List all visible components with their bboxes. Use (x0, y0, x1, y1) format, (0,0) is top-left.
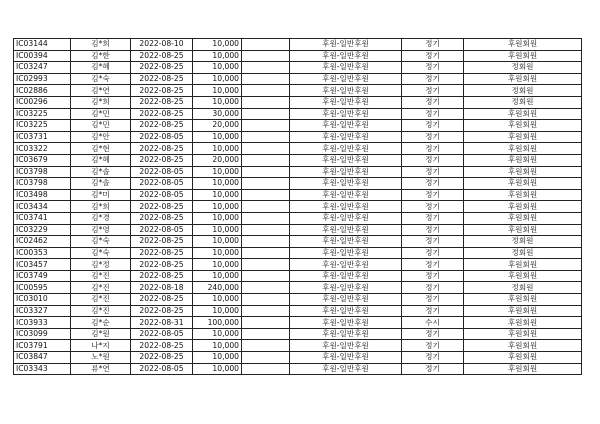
table-row (14, 96, 582, 108)
donor-id-cell: IC03010 (14, 294, 71, 306)
member-type-cell: 후원회원 (464, 189, 582, 201)
member-type-cell: 후원회원 (464, 224, 582, 236)
donation-amount-cell: 240,000 (193, 282, 242, 294)
table-row (14, 73, 582, 85)
table-row (14, 178, 582, 190)
donation-amount-cell: 10,000 (193, 62, 242, 74)
donation-cycle-cell: 정기 (402, 166, 464, 178)
blank-cell (242, 73, 290, 85)
donor-name-cell: 김*정 (71, 259, 131, 271)
donor-id-cell: IC00296 (14, 96, 71, 108)
donation-amount-cell: 10,000 (193, 50, 242, 62)
donation-amount-cell: 10,000 (193, 212, 242, 224)
donation-cycle-cell: 정기 (402, 363, 464, 375)
donation-amount-cell: 10,000 (193, 39, 242, 51)
donation-cycle-cell: 정기 (402, 201, 464, 213)
member-type-cell: 후원회원 (464, 363, 582, 375)
donation-amount-cell: 10,000 (193, 96, 242, 108)
member-type-cell: 후원회원 (464, 143, 582, 155)
donation-date-cell: 2022-08-25 (131, 120, 193, 132)
donor-id-cell: IC02886 (14, 85, 71, 97)
table-row (14, 143, 582, 155)
donation-type-cell: 후원-일반후원 (290, 201, 402, 213)
donation-cycle-cell: 정기 (402, 305, 464, 317)
donation-date-cell: 2022-08-25 (131, 236, 193, 248)
table-row (14, 328, 582, 340)
donation-type-cell: 후원-일반후원 (290, 120, 402, 132)
donor-id-cell: IC03327 (14, 305, 71, 317)
donor-id-cell: IC03225 (14, 108, 71, 120)
table-row (14, 340, 582, 352)
donor-id-cell: IC03798 (14, 178, 71, 190)
donation-date-cell: 2022-08-25 (131, 96, 193, 108)
donation-cycle-cell: 정기 (402, 247, 464, 259)
donor-id-cell: IC03749 (14, 270, 71, 282)
donation-amount-cell: 10,000 (193, 270, 242, 282)
donor-name-cell: 김*민 (71, 108, 131, 120)
donation-type-cell: 후원-일반후원 (290, 328, 402, 340)
member-type-cell: 후원회원 (464, 317, 582, 329)
donation-date-cell: 2022-08-25 (131, 108, 193, 120)
blank-cell (242, 317, 290, 329)
blank-cell (242, 39, 290, 51)
member-type-cell: 후원회원 (464, 166, 582, 178)
donation-type-cell: 후원-일반후원 (290, 166, 402, 178)
donation-type-cell: 후원-일반후원 (290, 236, 402, 248)
member-type-cell: 후원회원 (464, 294, 582, 306)
donation-type-cell: 후원-일반후원 (290, 39, 402, 51)
donation-date-cell: 2022-08-25 (131, 201, 193, 213)
blank-cell (242, 96, 290, 108)
donor-name-cell: 김*솔 (71, 166, 131, 178)
donation-type-cell: 후원-일반후원 (290, 282, 402, 294)
member-type-cell: 후원회원 (464, 270, 582, 282)
donor-name-cell: 김*영 (71, 224, 131, 236)
member-type-cell: 후원회원 (464, 305, 582, 317)
donation-cycle-cell: 정기 (402, 212, 464, 224)
donor-id-cell: IC03679 (14, 154, 71, 166)
donation-type-cell: 후원-일반후원 (290, 340, 402, 352)
donation-amount-cell: 10,000 (193, 85, 242, 97)
blank-cell (242, 50, 290, 62)
table-row (14, 201, 582, 213)
donation-amount-cell: 20,000 (193, 154, 242, 166)
donation-amount-cell: 10,000 (193, 189, 242, 201)
donation-amount-cell: 10,000 (193, 224, 242, 236)
donor-id-cell: IC03731 (14, 131, 71, 143)
blank-cell (242, 259, 290, 271)
donation-date-cell: 2022-08-25 (131, 143, 193, 155)
blank-cell (242, 305, 290, 317)
donor-id-cell: IC00394 (14, 50, 71, 62)
donation-amount-cell: 10,000 (193, 328, 242, 340)
member-type-cell: 후원회원 (464, 50, 582, 62)
blank-cell (242, 178, 290, 190)
donation-cycle-cell: 정기 (402, 143, 464, 155)
donation-amount-cell: 10,000 (193, 178, 242, 190)
donor-name-cell: 김*희 (71, 39, 131, 51)
donor-id-cell: IC03798 (14, 166, 71, 178)
donor-name-cell: 김*진 (71, 294, 131, 306)
blank-cell (242, 120, 290, 132)
member-type-cell: 후원회원 (464, 131, 582, 143)
blank-cell (242, 340, 290, 352)
donation-cycle-cell: 정기 (402, 328, 464, 340)
donor-name-cell: 김*연 (71, 85, 131, 97)
donor-name-cell: 김*원 (71, 328, 131, 340)
donation-date-cell: 2022-08-05 (131, 178, 193, 190)
donation-date-cell: 2022-08-10 (131, 39, 193, 51)
donor-name-cell: 김*진 (71, 270, 131, 282)
donor-name-cell: 김*혜 (71, 62, 131, 74)
table-row (14, 247, 582, 259)
donation-amount-cell: 100,000 (193, 317, 242, 329)
blank-cell (242, 166, 290, 178)
table-body (14, 39, 582, 375)
member-type-cell: 후원회원 (464, 352, 582, 364)
donor-id-cell: IC03225 (14, 120, 71, 132)
donor-name-cell: 김*희 (71, 96, 131, 108)
donor-name-cell: 류*연 (71, 363, 131, 375)
donor-name-cell: 김*미 (71, 189, 131, 201)
donation-type-cell: 후원-일반후원 (290, 247, 402, 259)
donation-type-cell: 후원-일반후원 (290, 305, 402, 317)
donation-type-cell: 후원-일반후원 (290, 178, 402, 190)
blank-cell (242, 143, 290, 155)
blank-cell (242, 224, 290, 236)
donation-amount-cell: 10,000 (193, 143, 242, 155)
blank-cell (242, 154, 290, 166)
donor-id-cell: IC03791 (14, 340, 71, 352)
donation-type-cell: 후원-일반후원 (290, 73, 402, 85)
donor-name-cell: 김*숙 (71, 236, 131, 248)
table-row (14, 282, 582, 294)
member-type-cell: 후원회원 (464, 178, 582, 190)
member-type-cell: 정회원 (464, 85, 582, 97)
donation-cycle-cell: 정기 (402, 259, 464, 271)
donor-name-cell: 김*숙 (71, 247, 131, 259)
donation-cycle-cell: 정기 (402, 352, 464, 364)
donor-id-cell: IC03741 (14, 212, 71, 224)
donation-table (13, 38, 582, 375)
member-type-cell: 후원회원 (464, 154, 582, 166)
blank-cell (242, 212, 290, 224)
donation-type-cell: 후원-일반후원 (290, 85, 402, 97)
donation-date-cell: 2022-08-25 (131, 352, 193, 364)
donation-amount-cell: 10,000 (193, 131, 242, 143)
donation-date-cell: 2022-08-25 (131, 340, 193, 352)
donation-type-cell: 후원-일반후원 (290, 317, 402, 329)
donation-date-cell: 2022-08-25 (131, 294, 193, 306)
donation-amount-cell: 20,000 (193, 120, 242, 132)
blank-cell (242, 294, 290, 306)
donor-name-cell: 김*숙 (71, 73, 131, 85)
table-row (14, 352, 582, 364)
donation-cycle-cell: 정기 (402, 189, 464, 201)
donation-cycle-cell: 정기 (402, 50, 464, 62)
donation-cycle-cell: 정기 (402, 96, 464, 108)
donation-type-cell: 후원-일반후원 (290, 270, 402, 282)
member-type-cell: 정회원 (464, 96, 582, 108)
table-row (14, 189, 582, 201)
donation-date-cell: 2022-08-25 (131, 212, 193, 224)
blank-cell (242, 85, 290, 97)
donation-type-cell: 후원-일반후원 (290, 154, 402, 166)
donation-amount-cell: 10,000 (193, 73, 242, 85)
donation-date-cell: 2022-08-18 (131, 282, 193, 294)
donation-type-cell: 후원-일반후원 (290, 352, 402, 364)
donation-cycle-cell: 정기 (402, 62, 464, 74)
donation-date-cell: 2022-08-25 (131, 259, 193, 271)
donation-cycle-cell: 정기 (402, 270, 464, 282)
donation-cycle-cell: 정기 (402, 340, 464, 352)
table-row (14, 120, 582, 132)
donation-type-cell: 후원-일반후원 (290, 131, 402, 143)
donation-cycle-cell: 정기 (402, 120, 464, 132)
donor-id-cell: IC03434 (14, 201, 71, 213)
donor-name-cell: 김*진 (71, 282, 131, 294)
donation-type-cell: 후원-일반후원 (290, 62, 402, 74)
donation-cycle-cell: 정기 (402, 224, 464, 236)
blank-cell (242, 62, 290, 74)
donation-date-cell: 2022-08-25 (131, 154, 193, 166)
table-row (14, 224, 582, 236)
donor-name-cell: 김*민 (71, 120, 131, 132)
donation-type-cell: 후원-일반후원 (290, 363, 402, 375)
member-type-cell: 후원회원 (464, 108, 582, 120)
table-row (14, 131, 582, 143)
donor-id-cell: IC03847 (14, 352, 71, 364)
blank-cell (242, 247, 290, 259)
donation-date-cell: 2022-08-05 (131, 363, 193, 375)
donation-type-cell: 후원-일반후원 (290, 224, 402, 236)
blank-cell (242, 352, 290, 364)
donor-id-cell: IC03099 (14, 328, 71, 340)
donation-date-cell: 2022-08-05 (131, 189, 193, 201)
donation-type-cell: 후원-일반후원 (290, 212, 402, 224)
donor-id-cell: IC03933 (14, 317, 71, 329)
donation-date-cell: 2022-08-25 (131, 62, 193, 74)
donation-amount-cell: 10,000 (193, 247, 242, 259)
donor-name-cell: 김*현 (71, 143, 131, 155)
donation-cycle-cell: 정기 (402, 178, 464, 190)
donation-cycle-cell: 정기 (402, 236, 464, 248)
donor-id-cell: IC00353 (14, 247, 71, 259)
donation-type-cell: 후원-일반후원 (290, 189, 402, 201)
donation-type-cell: 후원-일반후원 (290, 294, 402, 306)
member-type-cell: 정회원 (464, 282, 582, 294)
member-type-cell: 후원회원 (464, 328, 582, 340)
table-row (14, 62, 582, 74)
donor-name-cell: 나*지 (71, 340, 131, 352)
donor-id-cell: IC03322 (14, 143, 71, 155)
blank-cell (242, 270, 290, 282)
donation-amount-cell: 10,000 (193, 363, 242, 375)
donation-cycle-cell: 정기 (402, 39, 464, 51)
blank-cell (242, 328, 290, 340)
donation-cycle-cell: 정기 (402, 294, 464, 306)
member-type-cell: 후원회원 (464, 120, 582, 132)
donation-type-cell: 후원-일반후원 (290, 143, 402, 155)
donation-amount-cell: 10,000 (193, 352, 242, 364)
donor-id-cell: IC00595 (14, 282, 71, 294)
donation-cycle-cell: 수시 (402, 317, 464, 329)
table-row (14, 294, 582, 306)
member-type-cell: 후원회원 (464, 212, 582, 224)
donor-id-cell: IC03457 (14, 259, 71, 271)
blank-cell (242, 189, 290, 201)
table-row (14, 154, 582, 166)
donor-id-cell: IC03247 (14, 62, 71, 74)
donation-type-cell: 후원-일반후원 (290, 259, 402, 271)
donation-date-cell: 2022-08-25 (131, 73, 193, 85)
member-type-cell: 후원회원 (464, 39, 582, 51)
donation-amount-cell: 10,000 (193, 294, 242, 306)
donation-cycle-cell: 정기 (402, 154, 464, 166)
donation-date-cell: 2022-08-05 (131, 166, 193, 178)
table-row (14, 305, 582, 317)
table-row (14, 212, 582, 224)
donor-name-cell: 김*순 (71, 317, 131, 329)
donor-name-cell: 김*희 (71, 201, 131, 213)
donation-amount-cell: 10,000 (193, 340, 242, 352)
donation-amount-cell: 10,000 (193, 305, 242, 317)
donor-id-cell: IC02993 (14, 73, 71, 85)
member-type-cell: 후원회원 (464, 201, 582, 213)
donation-date-cell: 2022-08-05 (131, 131, 193, 143)
donation-date-cell: 2022-08-25 (131, 247, 193, 259)
donation-date-cell: 2022-08-25 (131, 50, 193, 62)
blank-cell (242, 131, 290, 143)
blank-cell (242, 236, 290, 248)
donation-amount-cell: 10,000 (193, 166, 242, 178)
donor-name-cell: 김*진 (71, 305, 131, 317)
donation-cycle-cell: 정기 (402, 85, 464, 97)
blank-cell (242, 201, 290, 213)
table-row (14, 50, 582, 62)
table-row (14, 270, 582, 282)
member-type-cell: 정회원 (464, 247, 582, 259)
donation-date-cell: 2022-08-31 (131, 317, 193, 329)
donor-name-cell: 노*원 (71, 352, 131, 364)
donor-id-cell: IC03144 (14, 39, 71, 51)
donor-id-cell: IC02462 (14, 236, 71, 248)
donation-amount-cell: 10,000 (193, 236, 242, 248)
donor-id-cell: IC03498 (14, 189, 71, 201)
table-row (14, 236, 582, 248)
donor-id-cell: IC03343 (14, 363, 71, 375)
donation-date-cell: 2022-08-05 (131, 328, 193, 340)
donation-amount-cell: 30,000 (193, 108, 242, 120)
donation-cycle-cell: 정기 (402, 73, 464, 85)
blank-cell (242, 282, 290, 294)
table-row (14, 363, 582, 375)
table-row (14, 166, 582, 178)
table-row (14, 85, 582, 97)
table-row (14, 108, 582, 120)
donation-cycle-cell: 정기 (402, 108, 464, 120)
blank-cell (242, 108, 290, 120)
member-type-cell: 후원회원 (464, 340, 582, 352)
donor-name-cell: 김*솔 (71, 178, 131, 190)
donation-amount-cell: 10,000 (193, 201, 242, 213)
donation-date-cell: 2022-08-25 (131, 85, 193, 97)
donation-type-cell: 후원-일반후원 (290, 108, 402, 120)
donation-date-cell: 2022-08-25 (131, 305, 193, 317)
member-type-cell: 후원회원 (464, 73, 582, 85)
donation-cycle-cell: 정기 (402, 131, 464, 143)
blank-cell (242, 363, 290, 375)
member-type-cell: 정회원 (464, 236, 582, 248)
table-row (14, 317, 582, 329)
donation-cycle-cell: 정기 (402, 282, 464, 294)
donation-type-cell: 후원-일반후원 (290, 96, 402, 108)
table-row (14, 39, 582, 51)
donor-name-cell: 김*안 (71, 131, 131, 143)
donor-name-cell: 김*경 (71, 212, 131, 224)
donor-id-cell: IC03229 (14, 224, 71, 236)
donation-date-cell: 2022-08-25 (131, 270, 193, 282)
member-type-cell: 정회원 (464, 62, 582, 74)
donor-name-cell: 김*혜 (71, 154, 131, 166)
donation-amount-cell: 10,000 (193, 259, 242, 271)
member-type-cell: 후원회원 (464, 259, 582, 271)
donor-name-cell: 김*한 (71, 50, 131, 62)
table-row (14, 259, 582, 271)
donation-type-cell: 후원-일반후원 (290, 50, 402, 62)
donation-date-cell: 2022-08-05 (131, 224, 193, 236)
